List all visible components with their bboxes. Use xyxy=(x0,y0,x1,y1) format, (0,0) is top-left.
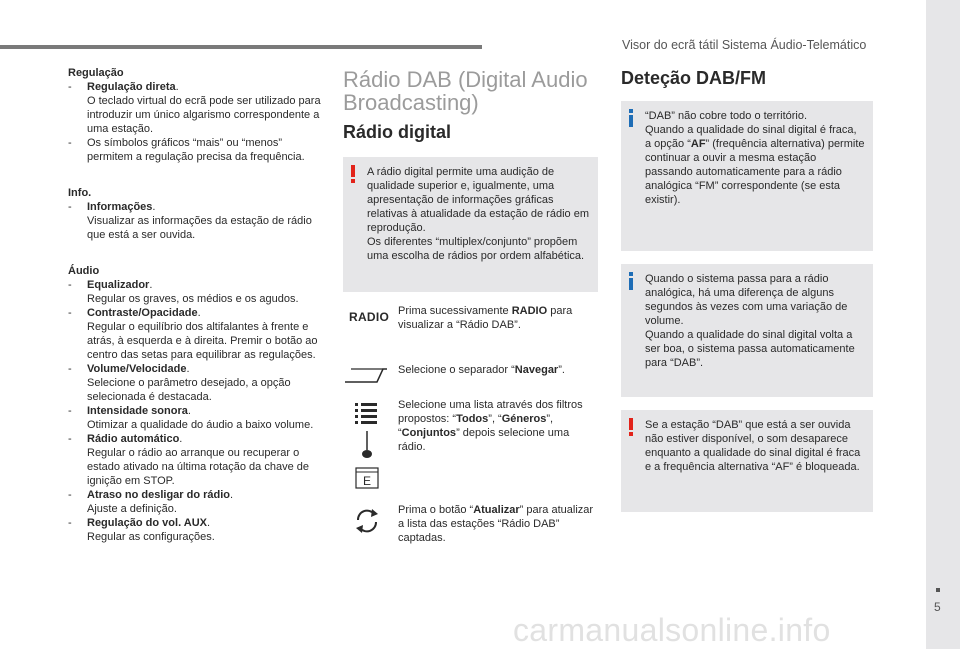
page-marker xyxy=(936,588,940,592)
item-text: Os símbolos gráficos “mais” ou “menos” permitem a regulação precisa da frequência. xyxy=(87,137,305,163)
step-text-bold: RADIO xyxy=(511,305,548,317)
item-term: Atraso no desligar do rádio xyxy=(87,489,231,501)
item-text: Visualizar as informações da estação de rádio que está a ser ouvida. xyxy=(87,215,312,241)
info-icon xyxy=(628,272,634,290)
list-item: - Intensidade sonora. Otimizar a qualidade do áudio a baixo volume. xyxy=(68,405,314,431)
section-regulacao xyxy=(68,66,330,164)
item-text: Regular o rádio ao arranque ou recuperar o estado ativado na última rotação da chave de ignição em STOP. xyxy=(87,447,309,487)
item-term: Rádio automático xyxy=(87,433,180,445)
list-item: - Os símbolos gráficos “mais” ou “menos” permitem a regulação precisa da frequência. xyxy=(68,137,305,163)
section-info xyxy=(68,186,330,242)
radio-label: RADIO xyxy=(349,310,390,324)
step-text xyxy=(398,304,598,332)
warning-icon xyxy=(628,418,634,436)
list-icon xyxy=(355,403,377,424)
section-heading: Rádio DAB (Digital Audio Broadcasting) xyxy=(343,67,588,115)
info-text-bold: AF xyxy=(690,138,706,150)
step-text-part: Prima o botão “ xyxy=(398,504,474,516)
warning-box xyxy=(343,157,598,292)
genre-note-icon xyxy=(362,431,372,458)
item-punct: . xyxy=(207,517,211,529)
running-header: Visor do ecrã tátil Sistema Áudio-Telemático xyxy=(622,38,867,52)
step-text-part: ”, “ xyxy=(398,413,554,439)
item-punct: . xyxy=(149,279,153,291)
step-text-part: para visualizar a “Rádio DAB”. xyxy=(398,305,573,331)
warning-box xyxy=(621,410,873,512)
item-punct: . xyxy=(186,363,190,375)
item-punct: . xyxy=(179,433,183,445)
item-term: Intensidade sonora xyxy=(87,405,188,417)
section-heading-dab-fm: Deteção DAB/FM xyxy=(621,68,767,88)
step-text-bold: Navegar xyxy=(514,364,559,376)
item-punct: . xyxy=(187,405,191,417)
item-text: O teclado virtual do ecrã pode ser utilizado para introduzir um único algarismo correspondente a uma estação. xyxy=(87,95,321,135)
list-item: - Rádio automático. Regular o rádio ao arranque ou recuperar o estado ativado na última rotação da chave de ignição em STOP. xyxy=(68,433,309,487)
step-text-part: Selecione o separador “ xyxy=(398,364,515,376)
step-text-bold: Atualizar xyxy=(473,504,520,516)
list-item: - Regulação direta. O teclado virtual do ecrã pode ser utilizado para introduzir um único algarismo correspondente a uma estação. xyxy=(68,81,321,135)
item-text: Otimizar a qualidade do áudio a baixo volume. xyxy=(87,419,314,431)
list-item: - Contraste/Opacidade. Regular o equilíbrio dos altifalantes à frente e atrás, à esquerda e à direita. Premir o botão ao centro das setas para equilibrar as regulações. xyxy=(68,307,318,361)
info-box xyxy=(621,101,873,251)
step-text xyxy=(398,363,598,377)
info-box xyxy=(621,264,873,397)
subsection-heading: Rádio digital xyxy=(343,122,451,142)
list-item: - Volume/Velocidade. Selecione o parâmetro desejado, a opção selecionada é destacada. xyxy=(68,363,291,403)
step-text-part: ” para atualizar a lista das estações “Rádio DAB” captadas. xyxy=(398,504,594,544)
list-item: - Regulação do vol. AUX. Regular as configurações. xyxy=(68,517,215,543)
page-number: 5 xyxy=(934,600,941,614)
filter-icons xyxy=(343,398,391,490)
section-title: Info. xyxy=(68,187,92,199)
step-text-part: Prima sucessivamente xyxy=(398,305,512,317)
item-term: Informações xyxy=(87,201,153,213)
list-item: - Informações. Visualizar as informações da estação de rádio que está a ser ouvida. xyxy=(68,201,312,241)
refresh-icon xyxy=(343,503,391,553)
item-text: Regular as configurações. xyxy=(87,531,215,543)
watermark: carmanualsonline.info xyxy=(513,612,831,648)
step-text xyxy=(398,503,598,545)
item-punct: . xyxy=(230,489,234,501)
info-text-part: “DAB” não cobre todo o território. Quando a qualidade do sinal digital é fraca, a opção “ xyxy=(645,110,857,150)
list-item: - Atraso no desligar do rádio. Ajuste a definição. xyxy=(68,489,234,515)
warning-text: Se a estação “DAB” que está a ser ouvida não estiver disponível, o som desaparece enquanto a qualidade do sinal digital é fraca e a frequência alternativa “AF” é bloqueada. xyxy=(645,419,861,473)
warning-icon xyxy=(350,165,356,183)
list-item: - Equalizador. Regular os graves, os médios e os agudos. xyxy=(68,279,299,305)
step-text-part: Selecione uma lista através dos filtros propostos: “ xyxy=(398,399,583,425)
info-icon xyxy=(628,109,634,127)
item-text: Ajuste a definição. xyxy=(87,503,177,515)
info-text xyxy=(645,109,865,207)
step-text-part: ”. xyxy=(558,364,565,376)
item-term: Volume/Velocidade xyxy=(87,363,187,375)
ensemble-e-icon xyxy=(356,468,378,488)
ensemble-e-label: E xyxy=(362,474,372,488)
section-title: Regulação xyxy=(68,67,124,79)
info-text: Quando o sistema passa para a rádio analógica, há uma diferença de alguns segundos às vezes com uma variação de volume. Quando a qualidade do sinal digital volta a ser boa, o sistema passa automaticamente para “DAB”. xyxy=(645,273,855,369)
item-punct: . xyxy=(197,307,201,319)
item-text: Regular os graves, os médios e os agudos. xyxy=(87,293,299,305)
step-text-bold: Conjuntos xyxy=(401,427,457,439)
step-text-bold: Todos xyxy=(456,413,489,425)
step-text-part: ”, “ xyxy=(488,413,502,425)
item-term: Regulação direta xyxy=(87,81,176,93)
left-column xyxy=(68,66,330,566)
side-strip xyxy=(926,0,960,649)
radio-button-icon xyxy=(343,304,391,354)
item-punct: . xyxy=(175,81,179,93)
item-text: Regular o equilíbrio dos altifalantes à frente e atrás, à esquerda e à direita. Premir o botão ao centro das setas para equilibrar as regulações. xyxy=(87,321,318,361)
step-text xyxy=(398,398,598,454)
step-text-part: ” depois selecione uma rádio. xyxy=(398,427,570,453)
item-term: Regulação do vol. AUX xyxy=(87,517,208,529)
item-text: Selecione o parâmetro desejado, a opção selecionada é destacada. xyxy=(87,377,291,403)
warning-text: A rádio digital permite uma audição de qualidade superior e, igualmente, uma apresentação de informações gráficas relativas à atualidade da estação de rádio em reprodução. Os diferentes “multiplex/conjunto” propõem uma escolha de rádios por ordem alfabética. xyxy=(367,166,589,262)
item-punct: . xyxy=(152,201,156,213)
section-title: Áudio xyxy=(68,265,100,277)
info-text-part: ” (frequência alternativa) permite continuar a ouvir a mesma estação passando automaticamente para a rádio analógica “FM” correspondente (se esta existir). xyxy=(645,138,865,206)
header-rule xyxy=(0,45,482,49)
item-term: Contraste/Opacidade xyxy=(87,307,198,319)
item-term: Equalizador xyxy=(87,279,150,291)
step-text-bold: Géneros xyxy=(501,413,547,425)
section-audio xyxy=(68,264,330,544)
